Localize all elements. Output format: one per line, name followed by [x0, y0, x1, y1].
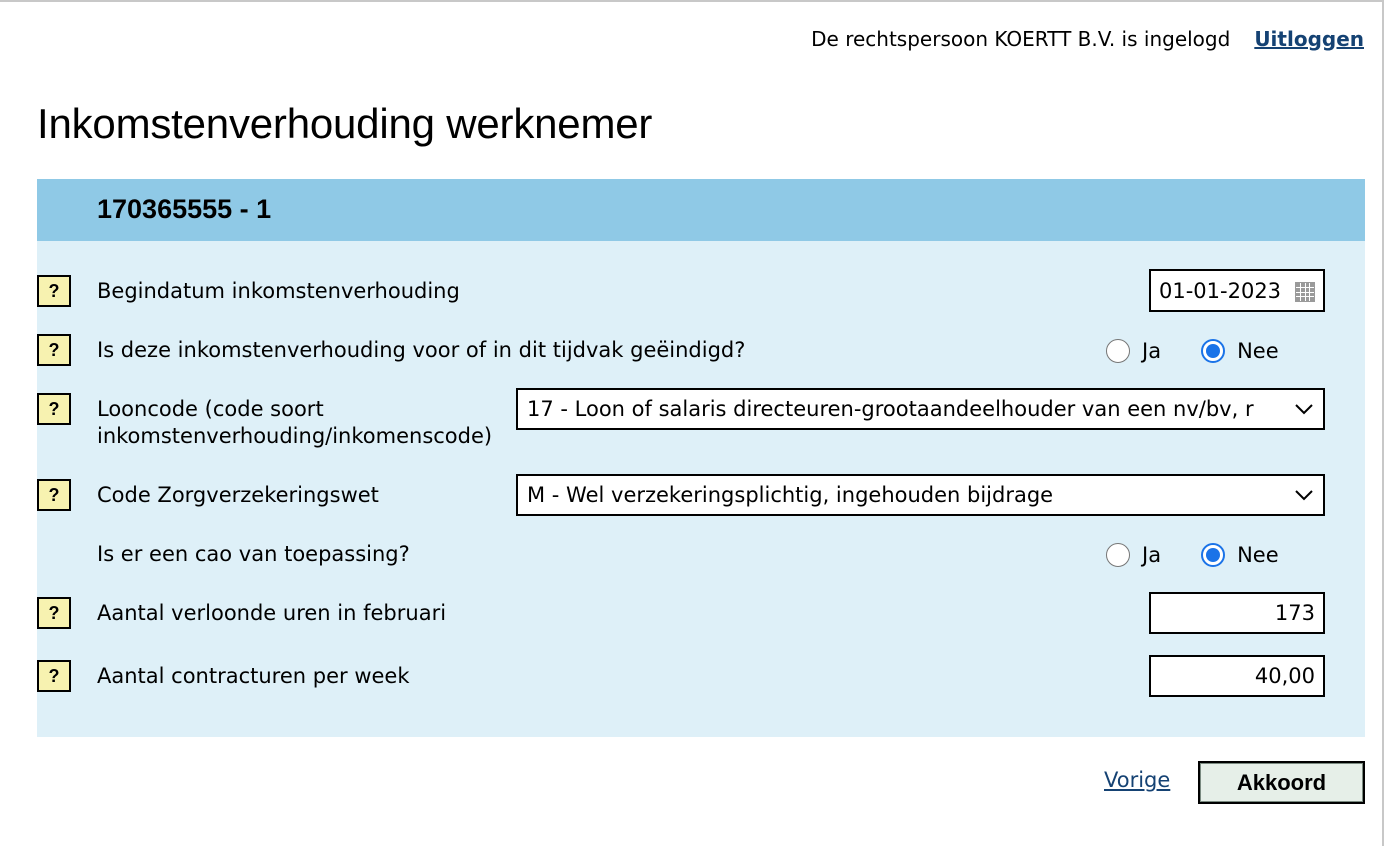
label-zorgverzekeringswet: Code Zorgverzekeringswet — [97, 483, 379, 507]
chevron-down-icon — [1295, 403, 1313, 415]
window-top-border — [0, 0, 1384, 2]
akkoord-button[interactable]: Akkoord — [1198, 761, 1365, 804]
radio-label-ja: Ja — [1142, 543, 1162, 567]
radio-option-nee[interactable] — [1201, 543, 1279, 567]
label-cao: Is er een cao van toepassing? — [97, 542, 410, 566]
panel-header — [37, 179, 1365, 241]
zorgverzekeringswet-select[interactable] — [516, 474, 1325, 516]
begindatum-date-input[interactable] — [1149, 269, 1325, 312]
zorgverzekeringswet-selected-value: M - Wel verzekeringsplichtig, ingehouden bijdrage — [527, 483, 1054, 507]
label-looncode-line1: Looncode (code soort — [97, 397, 324, 421]
panel-title: 170365555 - 1 — [97, 194, 272, 224]
help-button-zorgverzekeringswet[interactable]: ? — [37, 479, 71, 511]
radio-option-ja[interactable] — [1106, 339, 1161, 363]
label-looncode-line2: inkomstenverhouding/inkomenscode) — [97, 424, 493, 448]
radio-label-nee: Nee — [1237, 543, 1279, 567]
contracturen-input[interactable]: 40,00 — [1149, 655, 1325, 697]
label-contracturen: Aantal contracturen per week — [97, 664, 410, 688]
label-beeindigd: Is deze inkomstenverhouding voor of in dit tijdvak geëindigd? — [97, 338, 746, 362]
radio-label-ja: Ja — [1142, 339, 1162, 363]
help-button-begindatum[interactable]: ? — [37, 275, 71, 307]
radio-option-ja[interactable] — [1106, 543, 1161, 567]
radio-label-nee: Nee — [1237, 339, 1279, 363]
verloonde-uren-input[interactable]: 173 — [1149, 592, 1325, 634]
looncode-select[interactable] — [516, 388, 1325, 430]
calendar-icon[interactable] — [1295, 282, 1315, 302]
help-button-contracturen[interactable]: ? — [37, 660, 71, 692]
begindatum-value: 01-01-2023 — [1159, 278, 1282, 303]
radio-beeindigd-nee[interactable] — [1201, 339, 1225, 363]
top-bar — [811, 27, 1364, 51]
login-status-text: De rechtspersoon KOERTT B.V. is ingelogd — [811, 27, 1231, 51]
chevron-down-icon — [1295, 489, 1313, 501]
previous-link[interactable]: Vorige — [1104, 768, 1171, 792]
help-button-verloonde-uren[interactable]: ? — [37, 597, 71, 629]
radio-cao-nee[interactable] — [1201, 543, 1225, 567]
radio-group-beeindigd — [1106, 339, 1279, 363]
label-looncode — [97, 396, 492, 450]
looncode-selected-value: 17 - Loon of salaris directeuren-grootaandeelhouder van een nv/bv, r — [527, 397, 1254, 421]
help-button-beeindigd[interactable]: ? — [37, 334, 71, 366]
page-title: Inkomstenverhouding werknemer — [37, 100, 653, 147]
radio-beeindigd-ja[interactable] — [1106, 339, 1130, 363]
label-verloonde-uren: Aantal verloonde uren in februari — [97, 601, 447, 625]
radio-option-nee[interactable] — [1201, 339, 1279, 363]
logout-link[interactable]: Uitloggen — [1254, 27, 1364, 51]
radio-group-cao — [1106, 543, 1279, 567]
radio-cao-ja[interactable] — [1106, 543, 1130, 567]
help-button-looncode[interactable]: ? — [37, 393, 71, 425]
label-begindatum: Begindatum inkomstenverhouding — [97, 279, 460, 303]
